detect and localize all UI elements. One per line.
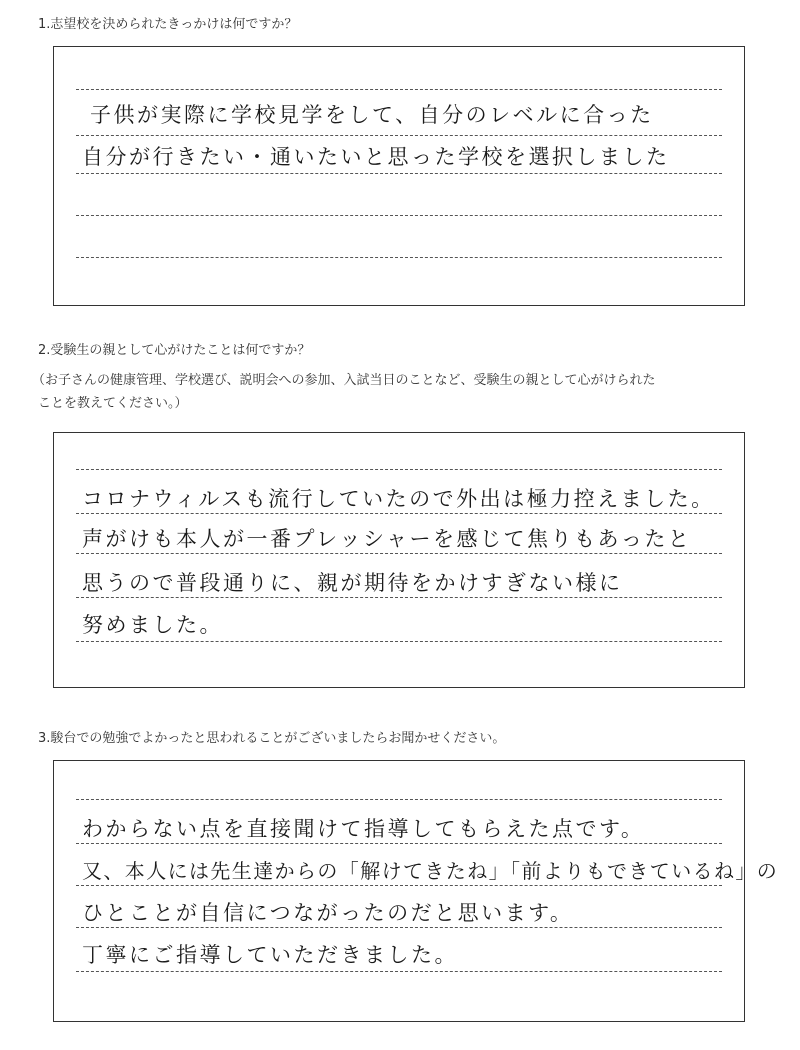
question-2-note-line-1: （お子さんの健康管理、学校選び、説明会への参加、入試当日のことなど、受験生の親として心がけられた <box>32 373 656 388</box>
ruled-line <box>76 135 722 136</box>
ruled-line <box>76 173 722 174</box>
answer-2-line-4: 努めました。 <box>82 613 223 637</box>
answer-box-1 <box>53 46 745 306</box>
ruled-line <box>76 513 722 514</box>
question-1-label: 1.志望校を決められたきっかけは何ですか？ <box>38 17 298 32</box>
question-3-label: 3.駿台での勉強でよかったと思われることがございましたらお聞かせください。 <box>38 731 506 746</box>
answer-1-line-2: 自分が行きたい・通いたいと思った学校を選択しました <box>82 145 670 169</box>
ruled-line <box>76 885 722 886</box>
answer-box-3 <box>53 760 779 1022</box>
ruled-line <box>76 89 722 90</box>
ruled-line <box>76 553 722 554</box>
answer-3-line-4: 丁寧にご指導していただきました。 <box>82 943 458 967</box>
ruled-line <box>76 215 722 216</box>
answer-2-line-1: コロナウィルスも流行していたので外出は極力控えました。 <box>82 487 715 511</box>
ruled-line <box>76 257 722 258</box>
answer-2-line-3: 思うので普段通りに、親が期待をかけすぎない様に <box>82 571 623 595</box>
ruled-line <box>76 597 722 598</box>
ruled-line <box>76 927 722 928</box>
answer-1-line-1: 子供が実際に学校見学をして、自分のレベルに合った <box>90 103 654 127</box>
ruled-line <box>76 843 722 844</box>
answer-3-line-1: わからない点を直接聞けて指導してもらえた点です。 <box>82 817 645 841</box>
answer-2-line-2: 声がけも本人が一番プレッシャーを感じて焦りもあったと <box>82 527 692 551</box>
question-2-note-line-2: ことを教えてください。） <box>38 396 188 411</box>
ruled-line <box>76 971 722 972</box>
answer-3-line-2: 又、本人には先生達からの「解けてきたね」「前よりもできているね」の <box>82 859 779 883</box>
question-2-label: 2.受験生の親として心がけたことは何ですか？ <box>38 343 311 358</box>
answer-box-2 <box>53 432 745 688</box>
ruled-line <box>76 641 722 642</box>
answer-3-line-3: ひとことが自信につながったのだと思います。 <box>82 901 574 925</box>
ruled-line <box>76 469 722 470</box>
ruled-line <box>76 799 722 800</box>
